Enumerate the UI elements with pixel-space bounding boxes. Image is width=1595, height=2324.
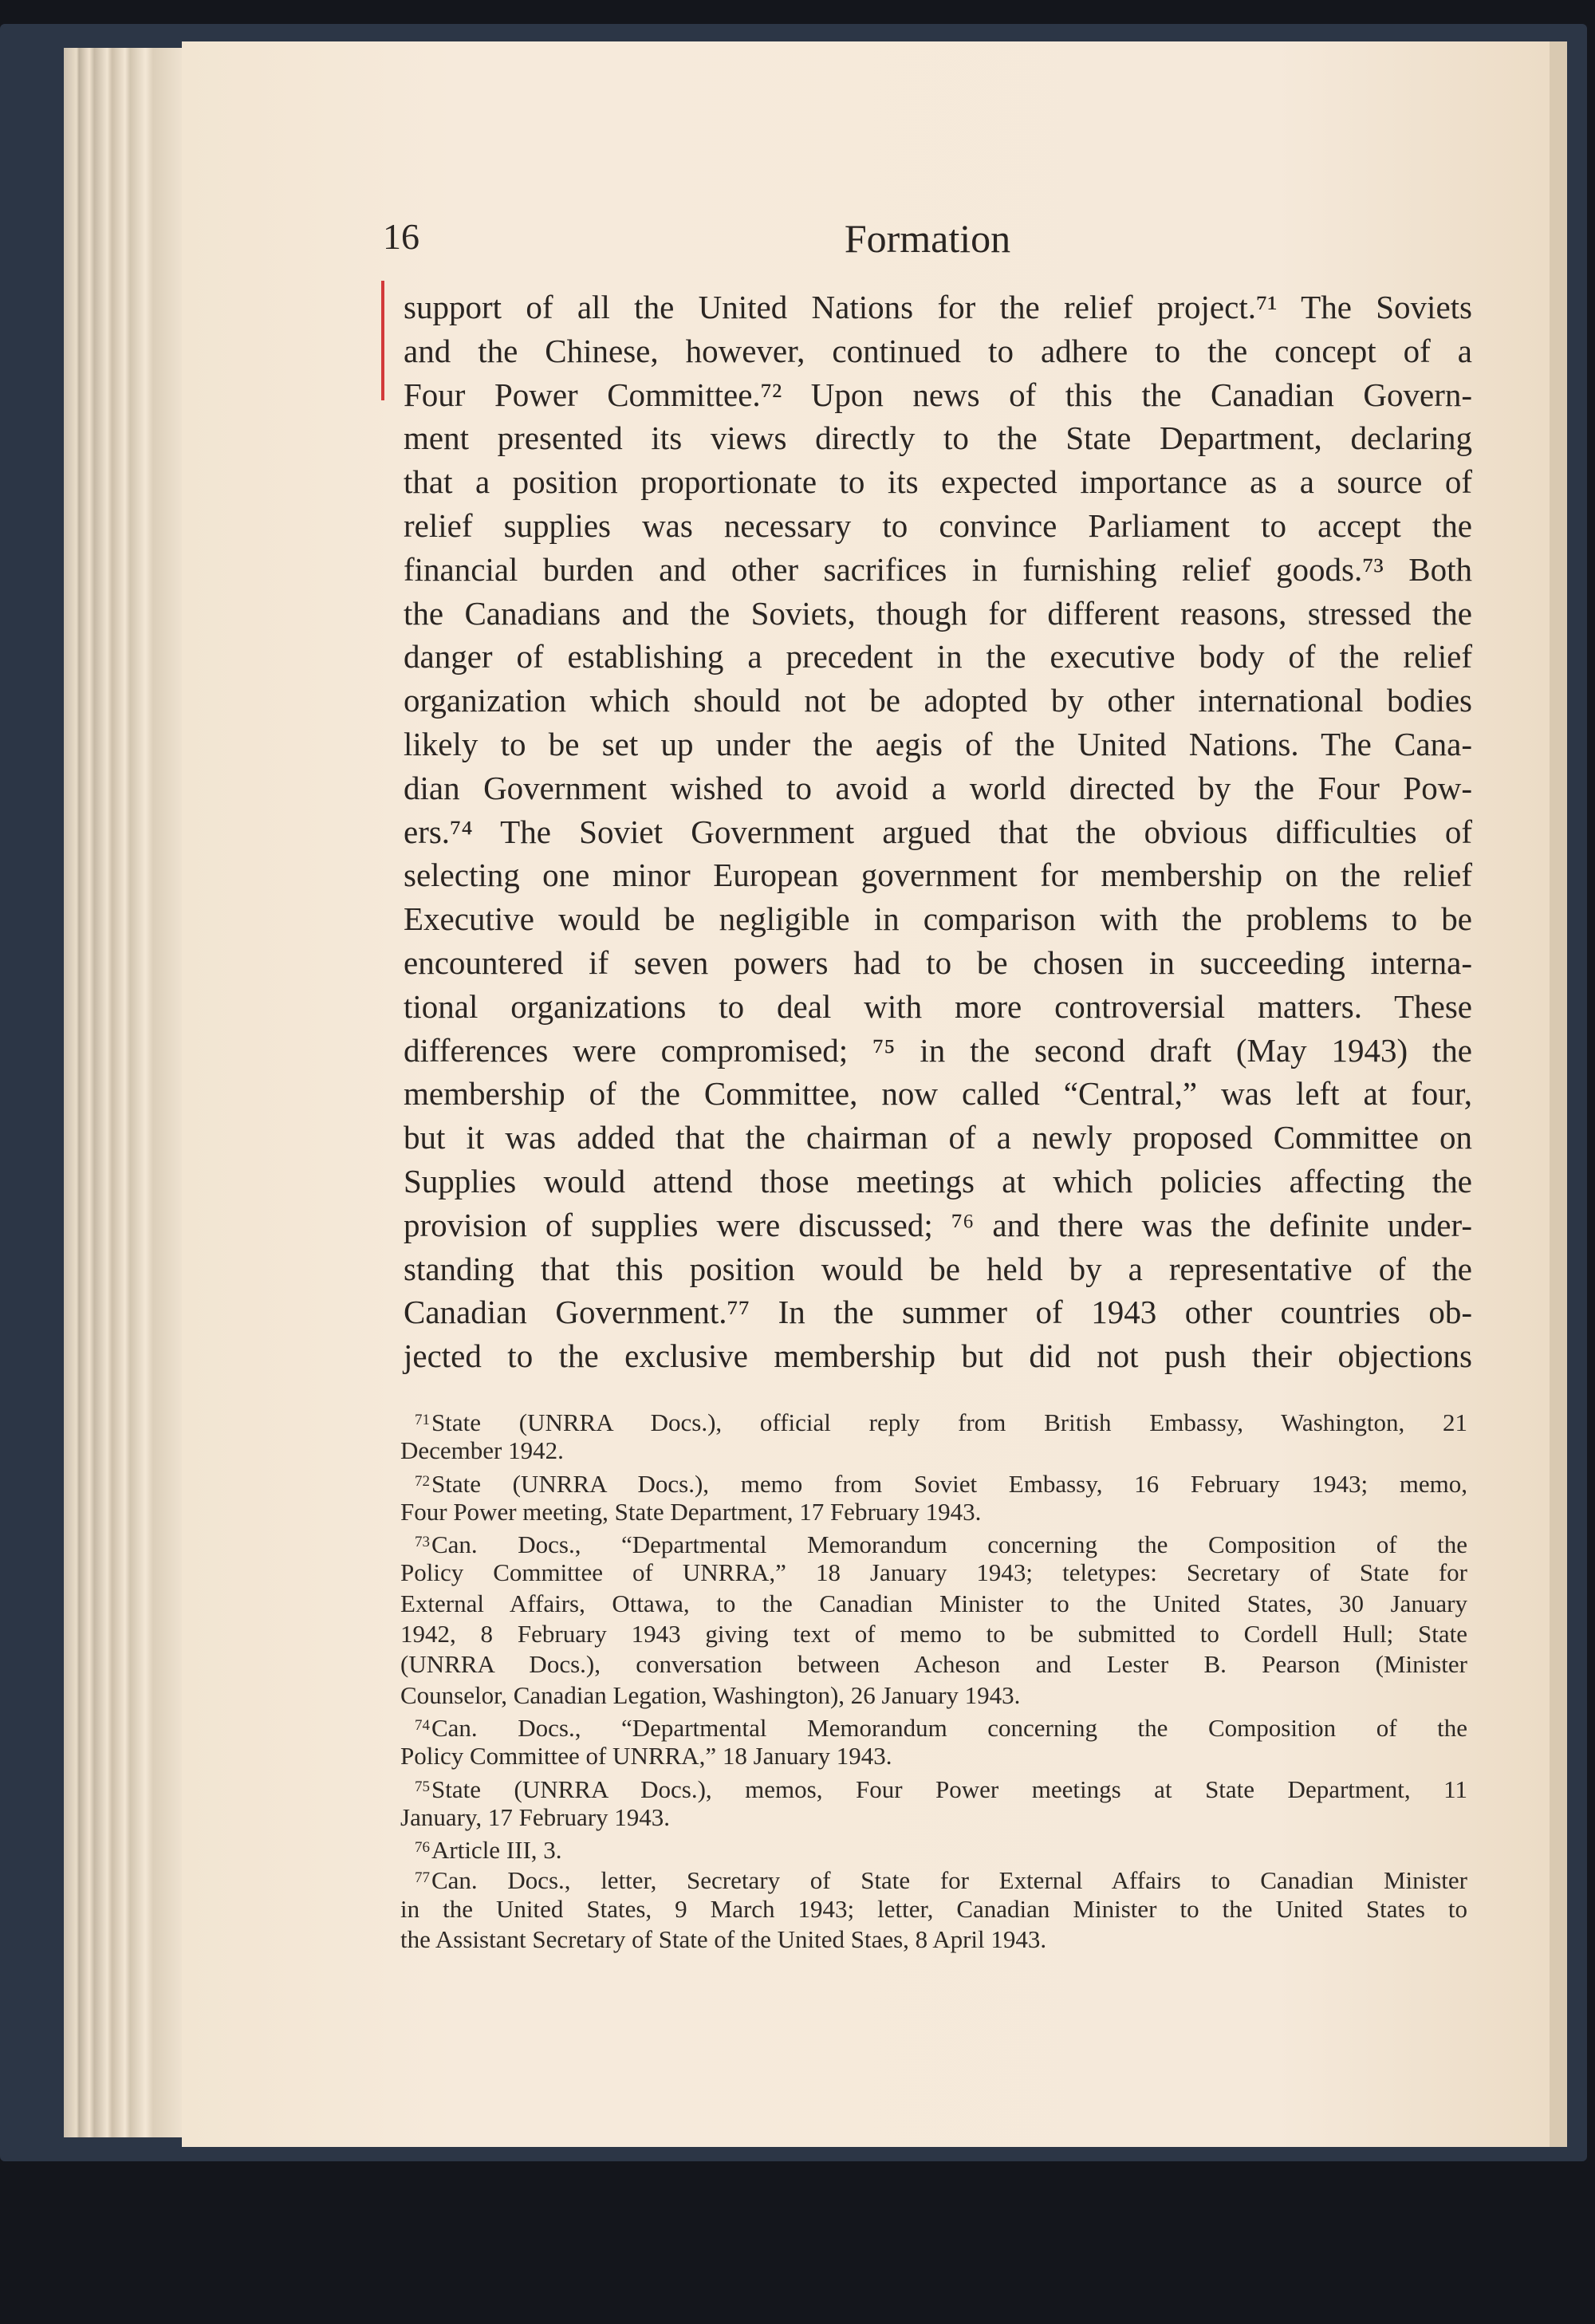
footnote-text: December 1942. — [400, 1436, 564, 1465]
footnote-text: State (UNRRA Docs.), memos, Four Power meetings at State Department, 11 — [431, 1775, 1467, 1803]
footnote-text: in the United States, 9 March 1943; letter, Canadian Minister to the United States to — [400, 1894, 1467, 1923]
footnote-line — [400, 1649, 1467, 1680]
footnote-text: State (UNRRA Docs.), official reply from British Embassy, Washington, 21 — [431, 1408, 1467, 1436]
footnote-line — [400, 1467, 1467, 1497]
body-line: Executive would be negligible in comparison with the problems to be — [404, 900, 1472, 938]
footnote-number: 71 — [415, 1412, 430, 1428]
footnote-line — [400, 1558, 1467, 1588]
body-line: support of all the United Nations for the relief project.⁷¹ The Soviets — [404, 289, 1472, 325]
footnote-line — [400, 1711, 1467, 1741]
footnote-text: January, 17 February 1943. — [400, 1802, 671, 1831]
body-line: provision of supplies were discussed; ⁷⁶ and there was the definite under- — [404, 1206, 1472, 1243]
body-text — [404, 286, 1472, 1378]
body-line: jected to the exclusive membership but did not push their objections — [404, 1337, 1472, 1375]
body-line: Supplies would attend those meetings at which policies affecting the — [404, 1162, 1472, 1199]
page-gutter — [1550, 41, 1567, 2147]
body-line: the Canadians and the Soviets, though for different reasons, stressed the — [404, 594, 1472, 632]
body-line: standing that this position would be held by a representative of the — [404, 1250, 1472, 1287]
footnote-text: External Affairs, Ottawa, to the Canadian Minister to the United States, 30 January — [400, 1589, 1467, 1617]
footnote-line — [400, 1405, 1467, 1436]
footnote-line — [400, 1772, 1467, 1802]
footnote-text: Can. Docs., “Departmental Memorandum concerning the Composition of the — [431, 1713, 1467, 1742]
page-number: 16 — [383, 216, 419, 257]
footnote-line — [400, 1436, 1467, 1466]
body-line: likely to be set up under the aegis of the United Nations. The Cana- — [404, 725, 1472, 762]
footnote-text: (UNRRA Docs.), conversation between Acheson and Lester B. Pearson (Minister — [400, 1650, 1467, 1679]
footnote-line — [400, 1802, 1467, 1833]
footnote-line — [400, 1497, 1467, 1527]
footnote-text: Can. Docs., “Departmental Memorandum concerning the Composition of the — [431, 1530, 1467, 1559]
footnote-text: Counselor, Canadian Legation, Washington), 26 January 1943. — [400, 1680, 1021, 1709]
footnote-line — [400, 1589, 1467, 1619]
body-line: relief supplies was necessary to convince Parliament to accept the — [404, 506, 1472, 544]
footnote-number: 72 — [415, 1472, 430, 1490]
footnote-text: Policy Committee of UNRRA,” 18 January 1943. — [400, 1742, 892, 1771]
footnote-line — [400, 1527, 1467, 1558]
footnote-text: the Assistant Secretary of State of the United Staes, 8 April 1943. — [400, 1925, 1047, 1954]
footnote-number: 75 — [415, 1778, 430, 1795]
footnote-number: 76 — [415, 1839, 430, 1857]
footnote-number: 74 — [415, 1716, 430, 1734]
red-margin-mark — [381, 281, 384, 400]
footnote-text: Four Power meeting, State Department, 17 February 1943. — [400, 1497, 982, 1526]
footnote-text: Article III, 3. — [431, 1836, 562, 1865]
body-line: Four Power Committee.⁷² Upon news of this the Canadian Govern- — [404, 376, 1472, 413]
body-line: dian Government wished to avoid a world directed by the Four Pow- — [404, 769, 1472, 806]
footnote-text: 1942, 8 February 1943 giving text of memo to be submitted to Cordell Hull; State — [400, 1620, 1467, 1648]
body-line: membership of the Committee, now called “Central,” was left at four, — [404, 1075, 1472, 1113]
body-line: encountered if seven powers had to be chosen in succeeding interna- — [404, 943, 1472, 981]
body-line: ers.⁷⁴ The Soviet Government argued that the obvious difficulties of — [404, 813, 1472, 850]
footnote-line — [400, 1741, 1467, 1771]
footnote-line — [400, 1680, 1467, 1711]
page-header — [383, 215, 1472, 263]
body-line: Canadian Government.⁷⁷ In the summer of 1943 other countries ob- — [404, 1294, 1472, 1331]
footnote-line — [400, 1894, 1467, 1924]
footnote-number: 77 — [415, 1869, 430, 1887]
body-line: ment presented its views directly to the State Department, declaring — [404, 420, 1472, 457]
body-line: but it was added that the chairman of a newly proposed Committee on — [404, 1119, 1472, 1156]
body-line: that a position proportionate to its expected importance as a source of — [404, 463, 1472, 501]
footnote-line — [400, 1924, 1467, 1955]
footnote-text: Policy Committee of UNRRA,” 18 January 1943; teletypes: Secretary of State for — [400, 1558, 1467, 1587]
body-line: organization which should not be adopted by other international bodies — [404, 682, 1472, 719]
body-line: tional organizations to deal with more controversial matters. These — [404, 987, 1472, 1025]
body-line: financial burden and other sacrifices in furnishing relief goods.⁷³ Both — [404, 550, 1472, 588]
running-head: Formation — [844, 216, 1011, 261]
footnote-text: Can. Docs., letter, Secretary of State for External Affairs to Canadian Minister — [431, 1866, 1467, 1895]
body-line: and the Chinese, however, continued to adhere to the concept of a — [404, 332, 1472, 369]
footnote-text: State (UNRRA Docs.), memo from Soviet Embassy, 16 February 1943; memo, — [431, 1469, 1467, 1498]
footnote-number: 73 — [415, 1534, 430, 1551]
footnote-line — [400, 1833, 1467, 1863]
body-line: differences were compromised; ⁷⁵ in the second draft (May 1943) the — [404, 1031, 1472, 1069]
body-line: danger of establishing a precedent in the executive body of the relief — [404, 638, 1472, 676]
body-line: selecting one minor European government for membership on the relief — [404, 857, 1472, 894]
footnote-line — [400, 1619, 1467, 1649]
page-stack-edges — [64, 48, 191, 2137]
footnote-line — [400, 1863, 1467, 1893]
footnotes — [400, 1405, 1467, 1955]
